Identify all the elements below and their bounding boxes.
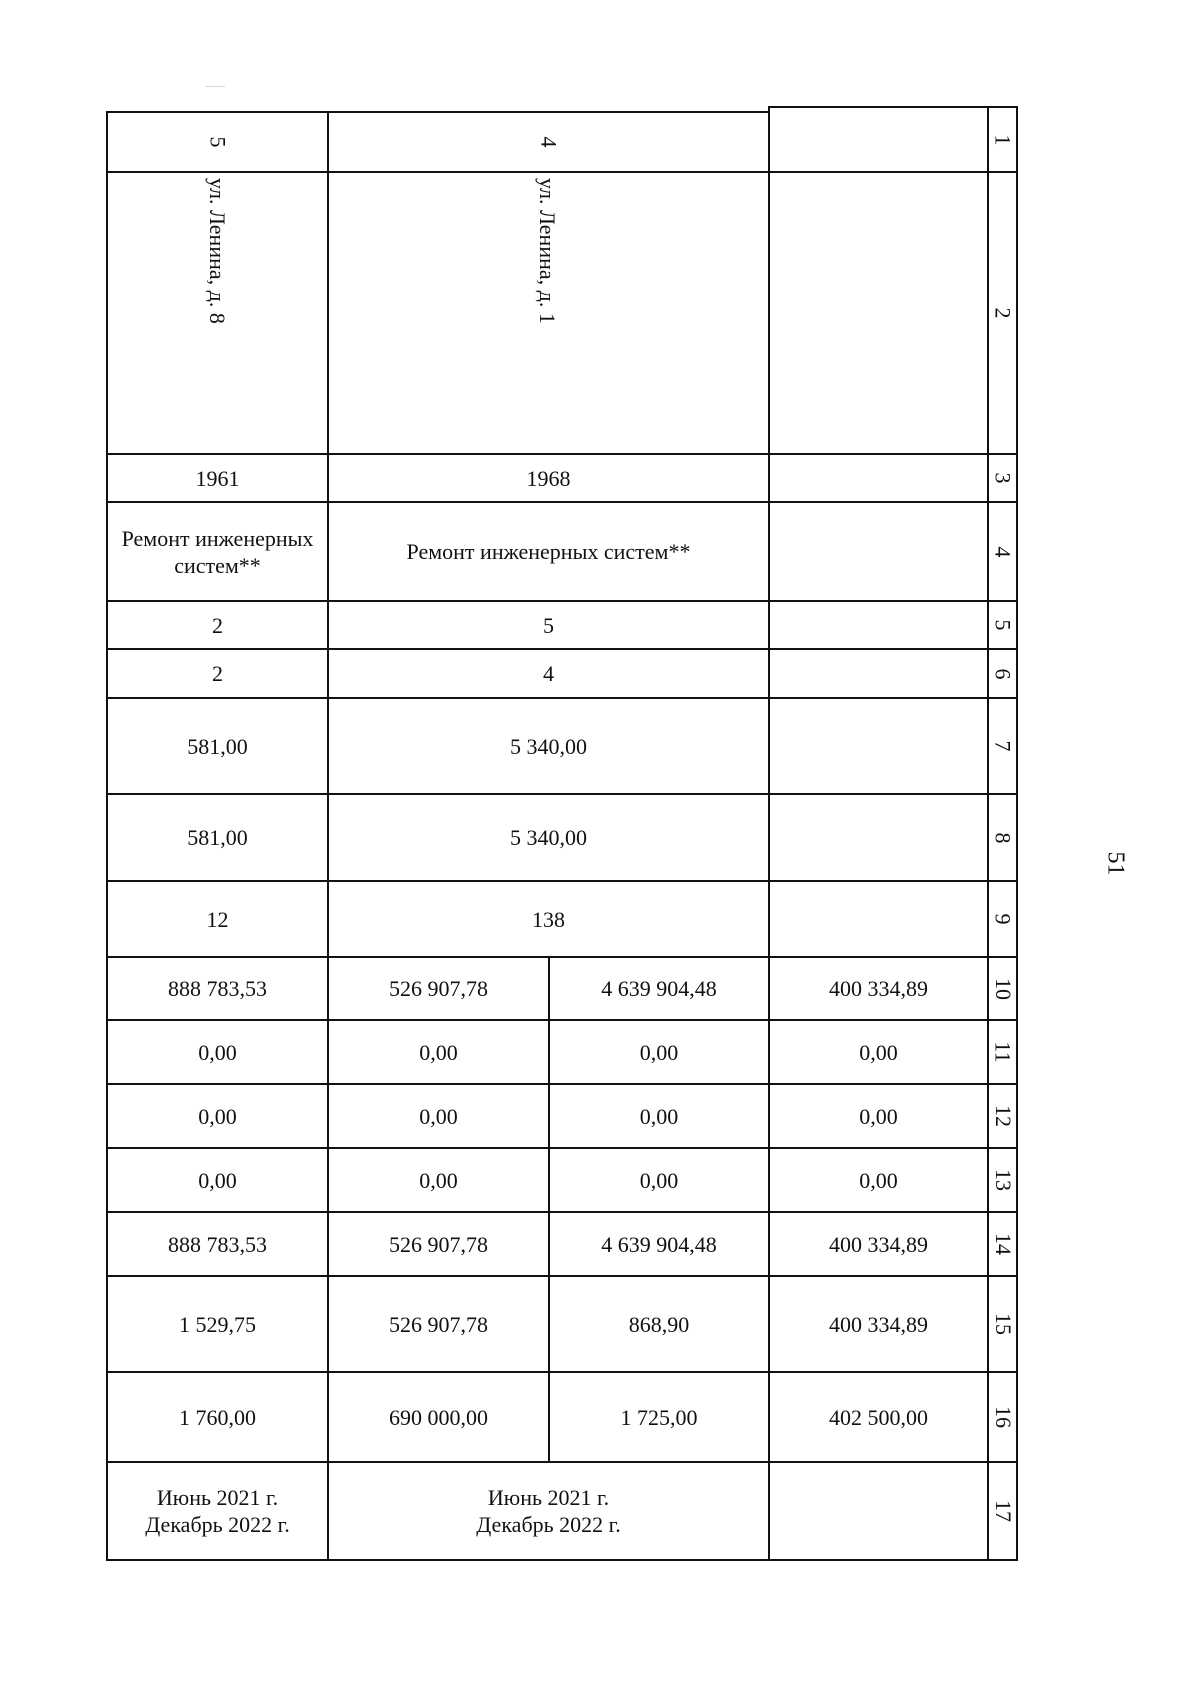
header-col-b-number: 4: [536, 136, 562, 148]
period-col-a-start: Июнь 2021 г.: [156, 1485, 279, 1510]
r12-b2: 0,00: [639, 1103, 679, 1129]
r16-b2: 1 725,00: [620, 1404, 698, 1430]
r12-c: 0,00: [859, 1103, 898, 1129]
r11-a: 0,00: [198, 1039, 237, 1065]
r15-b2: 868,90: [628, 1311, 690, 1337]
r11-c: 0,00: [859, 1039, 898, 1065]
r10-c: 400 334,89: [829, 976, 928, 1001]
r14-a: 888 783,53: [168, 1231, 267, 1257]
r14-b1: 526 907,78: [389, 1231, 488, 1257]
r10-b2: 4 639 904,48: [601, 976, 717, 1001]
r11-b1: 0,00: [419, 1039, 458, 1065]
entrances-col-b: 4: [543, 661, 554, 686]
r13-a: 0,00: [198, 1167, 237, 1193]
row-number-6: 6: [990, 668, 1016, 679]
period-col-a: [108, 1463, 327, 1559]
row-number-10: 10: [990, 977, 1016, 1000]
scan-mark: [205, 86, 225, 87]
r14-b2: 4 639 904,48: [601, 1231, 717, 1257]
row-number-12: 12: [990, 1105, 1016, 1127]
row-number-17: 17: [990, 1500, 1016, 1522]
page-number: 51: [1102, 851, 1129, 875]
year-col-a: 1961: [195, 465, 240, 491]
r13-c: 0,00: [859, 1167, 898, 1193]
residents-col-a: 12: [206, 906, 229, 932]
year-col-b: 1968: [526, 465, 571, 491]
r15-b1: 526 907,78: [389, 1311, 488, 1337]
row-number-14: 14: [990, 1233, 1016, 1255]
r16-a: 1 760,00: [179, 1404, 256, 1430]
work-type-col-b: Ремонт инженерных систем**: [406, 539, 691, 564]
row-number-11: 11: [990, 1041, 1016, 1063]
r16-c: 402 500,00: [829, 1404, 928, 1430]
r15-a: 1 529,75: [179, 1311, 256, 1337]
r16-b1: 690 000,00: [389, 1404, 488, 1430]
r10-a: 888 783,53: [168, 976, 267, 1001]
floors-col-a: 2: [212, 612, 223, 638]
row-number-1: 1: [990, 134, 1016, 145]
row-number-8: 8: [990, 832, 1016, 843]
r10-b1: 526 907,78: [389, 976, 488, 1001]
entrances-col-a: 2: [212, 661, 223, 686]
area-residential-col-b: 5 340,00: [510, 825, 587, 850]
header-col-a-number: 5: [205, 136, 230, 148]
address-col-a: ул. Ленина, д. 8: [205, 178, 230, 324]
r12-b1: 0,00: [419, 1103, 458, 1129]
residents-col-b: 138: [532, 906, 565, 932]
row-number-5: 5: [990, 619, 1016, 631]
period-col-b: [329, 1463, 768, 1559]
r12-a: 0,00: [198, 1103, 237, 1129]
address-col-b: ул. Ленина, д. 1: [535, 178, 560, 324]
period-col-b-start: Июнь 2021 г.: [487, 1485, 610, 1510]
row-number-7: 7: [990, 740, 1016, 752]
row-number-4: 4: [990, 546, 1016, 557]
period-col-a-end: Декабрь 2022 г.: [145, 1512, 290, 1537]
area-total-col-b: 5 340,00: [510, 733, 587, 759]
r14-c: 400 334,89: [829, 1231, 928, 1257]
row-number-3: 3: [990, 472, 1016, 484]
r15-c: 400 334,89: [829, 1311, 928, 1337]
work-type-col-a: Ремонт инженерных систем**: [121, 525, 314, 578]
area-residential-col-a: 581,00: [187, 825, 248, 850]
r13-b2: 0,00: [639, 1167, 679, 1193]
area-total-col-a: 581,00: [187, 733, 248, 759]
row-number-15: 15: [990, 1313, 1016, 1335]
row-number-13: 13: [990, 1169, 1016, 1191]
period-col-b-end: Декабрь 2022 г.: [476, 1512, 621, 1537]
r13-b1: 0,00: [419, 1167, 458, 1193]
row-number-16: 16: [990, 1406, 1016, 1428]
floors-col-b: 5: [543, 612, 554, 638]
row-number-9: 9: [990, 913, 1016, 925]
r11-b2: 0,00: [639, 1039, 679, 1065]
row-number-2: 2: [990, 307, 1016, 319]
